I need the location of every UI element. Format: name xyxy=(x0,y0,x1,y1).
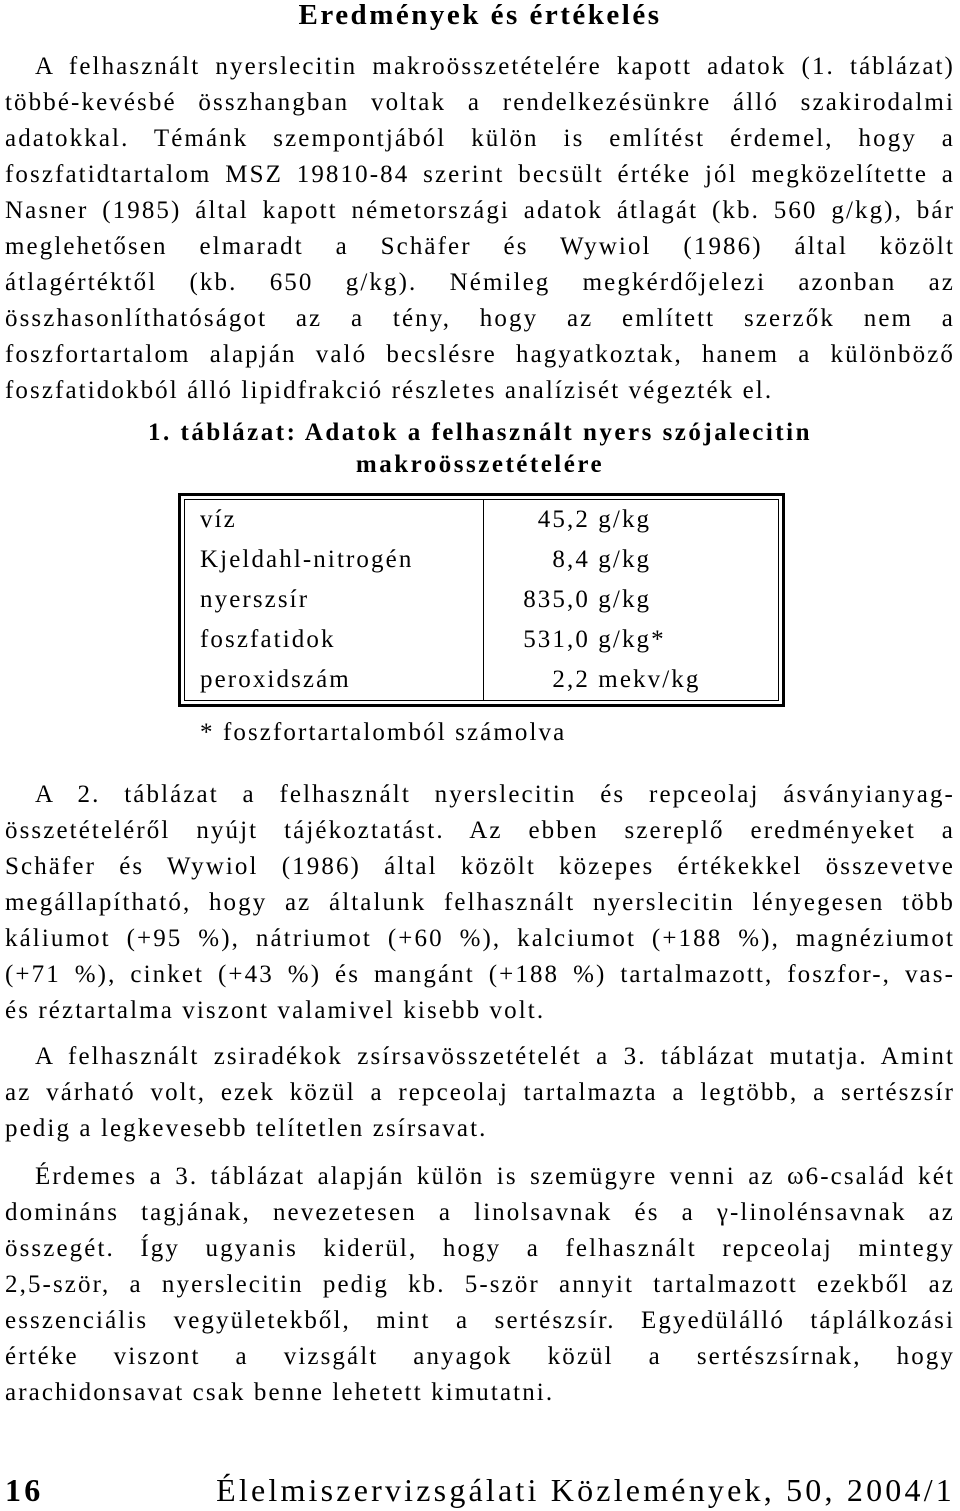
value-decimal-and-unit: ,4 g/kg xyxy=(567,546,652,573)
paragraph-line: (+71 %), cinket (+43 %) és mangánt (+188 %) tartalmazott, foszfor-, vas- xyxy=(5,961,955,988)
paragraph-line: összegét. Így ugyanis kiderül, hogy a felhasznált repceolaj mintegy xyxy=(5,1235,955,1262)
paragraph-line: A felhasznált nyerslecitin makroösszetételére kapott adatok (1. táblázat) xyxy=(35,53,955,80)
paragraph-line: pedig a legkevesebb telítetlen zsírsavat. xyxy=(5,1115,488,1142)
value-integer-part: 2 xyxy=(552,666,567,693)
paragraph-line: összhasonlíthatóságot az a tény, hogy az említett szerzők nem a xyxy=(5,305,955,332)
paragraph-line: A 2. táblázat a felhasznált nyerslecitin és repceolaj ásványianyag- xyxy=(35,781,955,808)
value-integer-part: 45 xyxy=(537,506,567,533)
paragraph-line: többé-kevésbé összhangban voltak a rendelkezésünkre álló szakirodalmi xyxy=(5,89,955,116)
paragraph-line: és réztartalma viszont valamivel kisebb volt. xyxy=(5,997,546,1024)
page-number: 16 xyxy=(5,1472,44,1508)
paragraph-line: domináns tagjának, nevezetesen a linolsavnak és a γ-linolénsavnak az xyxy=(5,1199,955,1226)
paragraph-line: megállapítható, hogy az általunk felhasznált nyerslecitin lényegesen több xyxy=(5,889,955,916)
value-decimal-and-unit: ,2 g/kg xyxy=(567,506,652,533)
paragraph-line: esszenciális vegyületekből, mint a sertészsír. Egyedülálló táplálkozási xyxy=(5,1307,955,1334)
paragraph-line: meglehetősen elmaradt a Schäfer és Wywiol (1986) által közölt xyxy=(5,233,955,260)
table-row xyxy=(185,580,778,620)
table-caption-line: 1. táblázat: Adatok a felhasznált nyers szójalecitin xyxy=(148,419,812,446)
table-footnote: * foszfortartalomból számolva xyxy=(200,719,567,746)
row-label: peroxidszám xyxy=(185,660,484,700)
paragraph-line: Érdemes a 3. táblázat alapján külön is szemügyre venni az ω6-család két xyxy=(35,1163,955,1190)
paragraph-line: arachidonsavat csak benne lehetett kimutatni. xyxy=(5,1379,555,1406)
table-row xyxy=(185,660,778,700)
row-value xyxy=(484,540,778,580)
value-decimal-and-unit: ,0 g/kg* xyxy=(567,626,666,653)
row-value xyxy=(484,660,778,700)
paragraph-4 xyxy=(5,1159,955,1411)
table-caption xyxy=(5,417,955,481)
paragraph-1 xyxy=(5,49,955,409)
paragraph-line: értéke viszont a vizsgált anyagok közül a sertészsírnak, hogy xyxy=(5,1343,955,1370)
paragraph-2 xyxy=(5,777,955,1029)
row-label: víz xyxy=(185,500,484,540)
data-table-body xyxy=(184,499,779,701)
paragraph-3 xyxy=(5,1039,955,1147)
paragraph-line: adatokkal. Témánk szempontjából külön is említést érdemel, hogy a xyxy=(5,125,955,152)
table-row xyxy=(185,620,778,660)
paragraph-line: átlagértéktől (kb. 650 g/kg). Némileg megkérdőjelezi azonban az xyxy=(5,269,955,296)
data-table xyxy=(178,493,785,707)
paragraph-line: az várható volt, ezek közül a repceolaj tartalmazta a legtöbb, a sertészsír xyxy=(5,1079,955,1106)
row-label: nyerszsír xyxy=(185,580,484,620)
table-row xyxy=(185,540,778,580)
row-value xyxy=(484,500,778,540)
paragraph-line: Nasner (1985) által kapott németországi adatok átlagát (kb. 560 g/kg), bár xyxy=(5,197,955,224)
row-label: foszfatidok xyxy=(185,620,484,660)
value-decimal-and-unit: ,2 mekv/kg xyxy=(567,666,701,693)
table-caption-line: makroösszetételére xyxy=(355,451,605,478)
journal-citation: Élelmiszervizsgálati Közlemények, 50, 2004/1 xyxy=(216,1472,955,1508)
row-value xyxy=(484,580,778,620)
row-value xyxy=(484,620,778,660)
paragraph-line: Schäfer és Wywiol (1986) által közölt közepes értékekkel összevetve xyxy=(5,853,955,880)
table-row xyxy=(185,500,778,540)
paragraph-line: foszfatidtartalom MSZ 19810-84 szerint becsült értéke jól megközelítette a xyxy=(5,161,955,188)
value-integer-part: 8 xyxy=(552,546,567,573)
paragraph-line: foszfortartalom alapján való becslésre hagyatkoztak, hanem a különböző xyxy=(5,341,955,368)
value-integer-part: 531 xyxy=(523,626,567,653)
section-title: Eredmények és értékelés xyxy=(298,0,662,31)
paragraph-line: 2,5-ször, a nyerslecitin pedig kb. 5-ször annyit tartalmazott ezekből az xyxy=(5,1271,955,1298)
paragraph-line: foszfatidokból álló lipidfrakció részletes analízisét végezték el. xyxy=(5,377,774,404)
paragraph-line: összetételéről nyújt tájékoztatást. Az ebben szereplő eredményeket a xyxy=(5,817,955,844)
value-decimal-and-unit: ,0 g/kg xyxy=(567,586,652,613)
row-label: Kjeldahl-nitrogén xyxy=(185,540,484,580)
page-footer xyxy=(5,1472,955,1508)
paragraph-line: A felhasznált zsiradékok zsírsavösszetételét a 3. táblázat mutatja. Amint xyxy=(35,1043,955,1070)
paragraph-line: káliumot (+95 %), nátriumot (+60 %), kalciumot (+188 %), magnéziumot xyxy=(5,925,955,952)
value-integer-part: 835 xyxy=(523,586,567,613)
